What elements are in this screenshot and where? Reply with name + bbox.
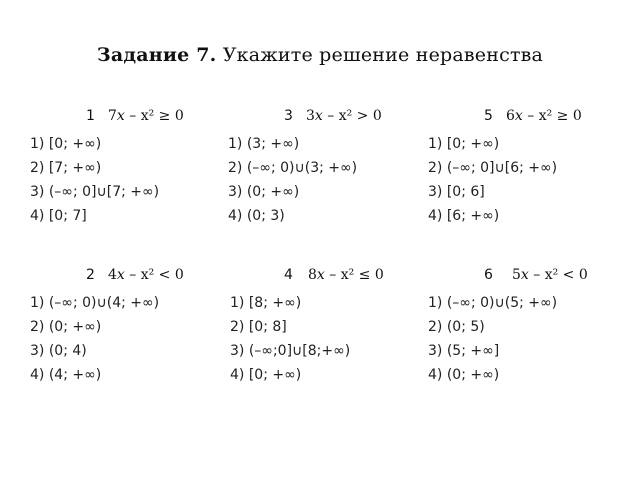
answer-option: 3) (0; 4) [30, 343, 87, 359]
inequality: 6x – x² ≥ 0 [506, 108, 582, 124]
inequality-coef: 6 [506, 108, 515, 124]
problem-3 [228, 108, 428, 228]
answer-option: 2) [0; 8] [230, 319, 287, 335]
problem-number: 5 [484, 108, 493, 124]
answer-option: 1) (–∞; 0)∪(5; +∞) [428, 295, 558, 311]
problem-1 [30, 108, 230, 228]
inequality-coef: 3 [306, 108, 315, 124]
answer-option: 1) [0; +∞) [428, 136, 500, 152]
task-label: Задание 7. [96, 44, 217, 66]
answer-option: 3) (5; +∞] [428, 343, 500, 359]
answer-option: 1) (–∞; 0)∪(4; +∞) [30, 295, 160, 311]
answer-option: 2) [7; +∞) [30, 160, 102, 176]
answer-option: 1) (3; +∞) [228, 136, 300, 152]
answer-option: 3) (0; +∞) [228, 184, 300, 200]
answer-option: 4) [6; +∞) [428, 208, 500, 224]
answer-option: 4) (0; +∞) [428, 367, 500, 383]
problem-header [230, 267, 430, 287]
answer-option: 2) (–∞; 0]∪[6; +∞) [428, 160, 558, 176]
inequality: 7x – x² ≥ 0 [108, 108, 184, 124]
problem-4 [230, 267, 430, 387]
problem-number: 6 [484, 267, 493, 283]
problem-6 [428, 267, 628, 387]
inequality: 3x – x² > 0 [306, 108, 382, 124]
problem-number: 3 [284, 108, 293, 124]
inequality-coef: 5 [512, 267, 521, 283]
inequality-coef: 8 [308, 267, 317, 283]
answer-option: 1) [0; +∞) [30, 136, 102, 152]
inequality-rest: – x² < 0 [528, 267, 588, 283]
problem-number: 2 [86, 267, 95, 283]
inequality-coef: 4 [108, 267, 117, 283]
problem-number: 4 [284, 267, 293, 283]
answer-option: 4) [0; 7] [30, 208, 87, 224]
problem-header [428, 267, 628, 287]
inequality-rest: – x² ≥ 0 [522, 108, 582, 124]
inequality: 8x – x² ≤ 0 [308, 267, 384, 283]
answer-option: 2) (0; 5) [428, 319, 485, 335]
answer-option: 4) (4; +∞) [30, 367, 102, 383]
answer-option: 1) [8; +∞) [230, 295, 302, 311]
inequality: 4x – x² < 0 [108, 267, 184, 283]
answer-option: 3) [0; 6] [428, 184, 485, 200]
task-instruction: Укажите решение неравенства [222, 44, 544, 66]
inequality-rest: – x² > 0 [322, 108, 382, 124]
problem-header [228, 108, 428, 128]
answer-option: 2) (0; +∞) [30, 319, 102, 335]
inequality-rest: – x² < 0 [124, 267, 184, 283]
inequality-rest: – x² ≤ 0 [324, 267, 384, 283]
problem-2 [30, 267, 230, 387]
inequality-rest: – x² ≥ 0 [124, 108, 184, 124]
task-title [0, 44, 640, 66]
problem-header [428, 108, 628, 128]
answer-option: 3) (–∞; 0]∪[7; +∞) [30, 184, 160, 200]
problem-header [30, 267, 230, 287]
answer-option: 2) (–∞; 0)∪(3; +∞) [228, 160, 358, 176]
problem-number: 1 [86, 108, 95, 124]
problem-header [30, 108, 230, 128]
answer-option: 4) [0; +∞) [230, 367, 302, 383]
inequality: 5x – x² < 0 [512, 267, 588, 283]
answer-option: 4) (0; 3) [228, 208, 285, 224]
inequality-coef: 7 [108, 108, 117, 124]
problem-5 [428, 108, 628, 228]
answer-option: 3) (–∞;0]∪[8;+∞) [230, 343, 351, 359]
